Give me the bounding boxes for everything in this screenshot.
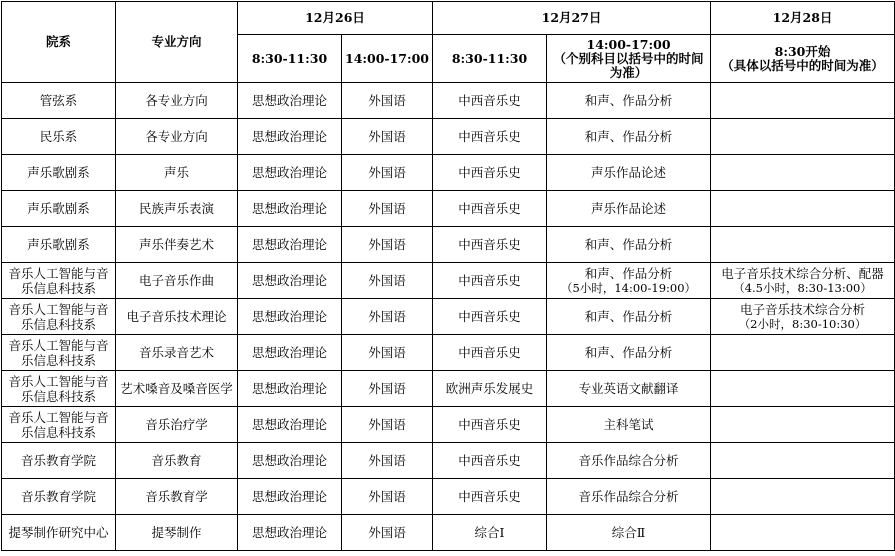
time-header-d2-am: 8:30-11:30 — [433, 35, 547, 83]
d2-am-cell: 中西音乐史 — [433, 119, 547, 155]
d2-pm-cell — [547, 479, 711, 515]
d1-am-cell: 思想政治理论 — [238, 515, 342, 551]
time-header-d2-pm — [547, 35, 711, 83]
d2-am-cell: 中西音乐史 — [433, 479, 547, 515]
major-cell: 音乐教育 — [116, 443, 238, 479]
d1-am-cell: 思想政治理论 — [238, 407, 342, 443]
d3-cell — [711, 83, 895, 119]
date-header-dec26: 12月26日 — [238, 2, 433, 35]
table-row — [2, 479, 895, 515]
d2-am-cell: 中西音乐史 — [433, 263, 547, 299]
time-header-d3-time: 8:30开始 — [774, 43, 831, 59]
d2-pm-subject: 声乐作品论述 — [591, 201, 667, 216]
dept-cell: 声乐歌剧系 — [2, 227, 116, 263]
dept-cell: 民乐系 — [2, 119, 116, 155]
col-header-dept: 院系 — [2, 2, 116, 83]
d2-pm-subject: 和声、作品分析 — [584, 309, 673, 324]
d1-am-cell: 思想政治理论 — [238, 335, 342, 371]
table-row — [2, 299, 895, 335]
d2-am-cell: 综合Ⅰ — [433, 515, 547, 551]
d1-pm-cell: 外国语 — [342, 191, 433, 227]
time-header-d1-am: 8:30-11:30 — [238, 35, 342, 83]
d1-am-cell: 思想政治理论 — [238, 191, 342, 227]
d1-pm-cell: 外国语 — [342, 407, 433, 443]
d1-am-cell: 思想政治理论 — [238, 155, 342, 191]
d1-pm-cell: 外国语 — [342, 263, 433, 299]
table-row — [2, 83, 895, 119]
col-header-major: 专业方向 — [116, 2, 238, 83]
d1-pm-cell: 外国语 — [342, 443, 433, 479]
dept-cell: 音乐人工智能与音乐信息科技系 — [2, 263, 116, 299]
d3-cell — [711, 263, 895, 299]
d2-pm-subject: 和声、作品分析 — [584, 129, 673, 144]
dept-cell: 管弦系 — [2, 83, 116, 119]
d1-pm-cell: 外国语 — [342, 515, 433, 551]
header-row-dates — [2, 2, 895, 35]
d1-am-cell: 思想政治理论 — [238, 227, 342, 263]
d2-pm-subject: 和声、作品分析 — [584, 266, 673, 281]
d2-am-cell: 中西音乐史 — [433, 155, 547, 191]
d3-cell — [711, 299, 895, 335]
major-cell: 声乐伴奏艺术 — [116, 227, 238, 263]
time-header-d1-pm: 14:00-17:00 — [342, 35, 433, 83]
table-row — [2, 443, 895, 479]
d2-pm-cell — [547, 407, 711, 443]
d2-pm-subject: 和声、作品分析 — [584, 345, 673, 360]
table-row — [2, 119, 895, 155]
d2-am-cell: 中西音乐史 — [433, 83, 547, 119]
d2-pm-subject: 和声、作品分析 — [584, 93, 673, 108]
major-cell: 音乐治疗学 — [116, 407, 238, 443]
d2-pm-cell — [547, 191, 711, 227]
dept-cell: 音乐人工智能与音乐信息科技系 — [2, 335, 116, 371]
d1-am-cell: 思想政治理论 — [238, 443, 342, 479]
d2-pm-note: （5小时，14:00-19:00） — [561, 281, 697, 295]
time-header-d3 — [711, 35, 895, 83]
d1-pm-cell: 外国语 — [342, 299, 433, 335]
d2-pm-cell — [547, 515, 711, 551]
d1-pm-cell: 外国语 — [342, 155, 433, 191]
d1-pm-cell: 外国语 — [342, 335, 433, 371]
dept-cell: 声乐歌剧系 — [2, 191, 116, 227]
dept-cell: 音乐人工智能与音乐信息科技系 — [2, 407, 116, 443]
d3-cell — [711, 515, 895, 551]
major-cell: 音乐录音艺术 — [116, 335, 238, 371]
table-row — [2, 263, 895, 299]
d2-am-cell: 中西音乐史 — [433, 407, 547, 443]
d2-pm-subject: 音乐作品综合分析 — [578, 453, 679, 468]
d3-cell — [711, 227, 895, 263]
d2-am-cell: 中西音乐史 — [433, 335, 547, 371]
d1-pm-cell: 外国语 — [342, 479, 433, 515]
schedule-body — [2, 83, 895, 551]
d3-subject: 电子音乐技术综合分析、配器 — [721, 266, 884, 281]
major-cell: 电子音乐技术理论 — [116, 299, 238, 335]
d2-pm-cell — [547, 119, 711, 155]
d3-cell — [711, 443, 895, 479]
table-row — [2, 191, 895, 227]
d1-pm-cell: 外国语 — [342, 119, 433, 155]
d3-cell — [711, 335, 895, 371]
d3-cell — [711, 119, 895, 155]
d2-pm-subject: 声乐作品论述 — [591, 165, 667, 180]
d1-pm-cell: 外国语 — [342, 83, 433, 119]
table-row — [2, 335, 895, 371]
major-cell: 声乐 — [116, 155, 238, 191]
major-cell: 各专业方向 — [116, 119, 238, 155]
major-cell: 艺术嗓音及嗓音医学 — [116, 371, 238, 407]
table-row — [2, 515, 895, 551]
d2-am-cell: 欧洲声乐发展史 — [433, 371, 547, 407]
d1-pm-cell: 外国语 — [342, 227, 433, 263]
exam-schedule-table — [1, 1, 895, 551]
date-header-dec28: 12月28日 — [711, 2, 895, 35]
dept-cell: 音乐人工智能与音乐信息科技系 — [2, 299, 116, 335]
d1-am-cell: 思想政治理论 — [238, 263, 342, 299]
d3-cell — [711, 155, 895, 191]
d2-am-cell: 中西音乐史 — [433, 443, 547, 479]
dept-cell: 音乐教育学院 — [2, 443, 116, 479]
d2-pm-cell — [547, 155, 711, 191]
d1-pm-cell: 外国语 — [342, 371, 433, 407]
d3-cell — [711, 191, 895, 227]
time-header-d2-pm-time: 14:00-17:00 — [586, 36, 671, 52]
d2-pm-cell — [547, 227, 711, 263]
dept-cell: 音乐教育学院 — [2, 479, 116, 515]
d2-pm-cell — [547, 443, 711, 479]
d2-pm-subject: 主科笔试 — [603, 417, 654, 432]
d2-pm-cell — [547, 299, 711, 335]
d2-pm-cell — [547, 335, 711, 371]
dept-cell: 声乐歌剧系 — [2, 155, 116, 191]
major-cell: 提琴制作 — [116, 515, 238, 551]
table-row — [2, 407, 895, 443]
d2-am-cell: 中西音乐史 — [433, 299, 547, 335]
d2-pm-subject: 和声、作品分析 — [584, 237, 673, 252]
major-cell: 各专业方向 — [116, 83, 238, 119]
time-header-d2-pm-note: （个别科目以括号中的时间为准） — [553, 50, 704, 80]
date-header-dec27: 12月27日 — [433, 2, 711, 35]
d3-note: （4.5小时，8:30-13:00） — [733, 281, 872, 295]
d2-am-cell: 中西音乐史 — [433, 191, 547, 227]
table-row — [2, 155, 895, 191]
dept-cell: 提琴制作研究中心 — [2, 515, 116, 551]
table-row — [2, 227, 895, 263]
major-cell: 音乐教育学 — [116, 479, 238, 515]
d3-subject: 电子音乐技术综合分析 — [740, 302, 866, 317]
d1-am-cell: 思想政治理论 — [238, 371, 342, 407]
table-row — [2, 371, 895, 407]
d1-am-cell: 思想政治理论 — [238, 83, 342, 119]
d1-am-cell: 思想政治理论 — [238, 479, 342, 515]
d1-am-cell: 思想政治理论 — [238, 119, 342, 155]
d1-am-cell: 思想政治理论 — [238, 299, 342, 335]
d3-cell — [711, 407, 895, 443]
major-cell: 电子音乐作曲 — [116, 263, 238, 299]
d2-pm-cell — [547, 371, 711, 407]
d2-pm-cell — [547, 83, 711, 119]
d2-pm-subject: 专业英语文献翻译 — [578, 381, 679, 396]
time-header-d3-note: （具体以括号中的时间为准） — [721, 57, 884, 73]
d2-pm-subject: 综合Ⅱ — [611, 525, 646, 540]
major-cell: 民族声乐表演 — [116, 191, 238, 227]
dept-cell: 音乐人工智能与音乐信息科技系 — [2, 371, 116, 407]
d3-note: （2小时，8:30-10:30） — [738, 317, 867, 331]
d3-cell — [711, 479, 895, 515]
d2-am-cell: 中西音乐史 — [433, 227, 547, 263]
d2-pm-cell — [547, 263, 711, 299]
d2-pm-subject: 音乐作品综合分析 — [578, 489, 679, 504]
d3-cell — [711, 371, 895, 407]
